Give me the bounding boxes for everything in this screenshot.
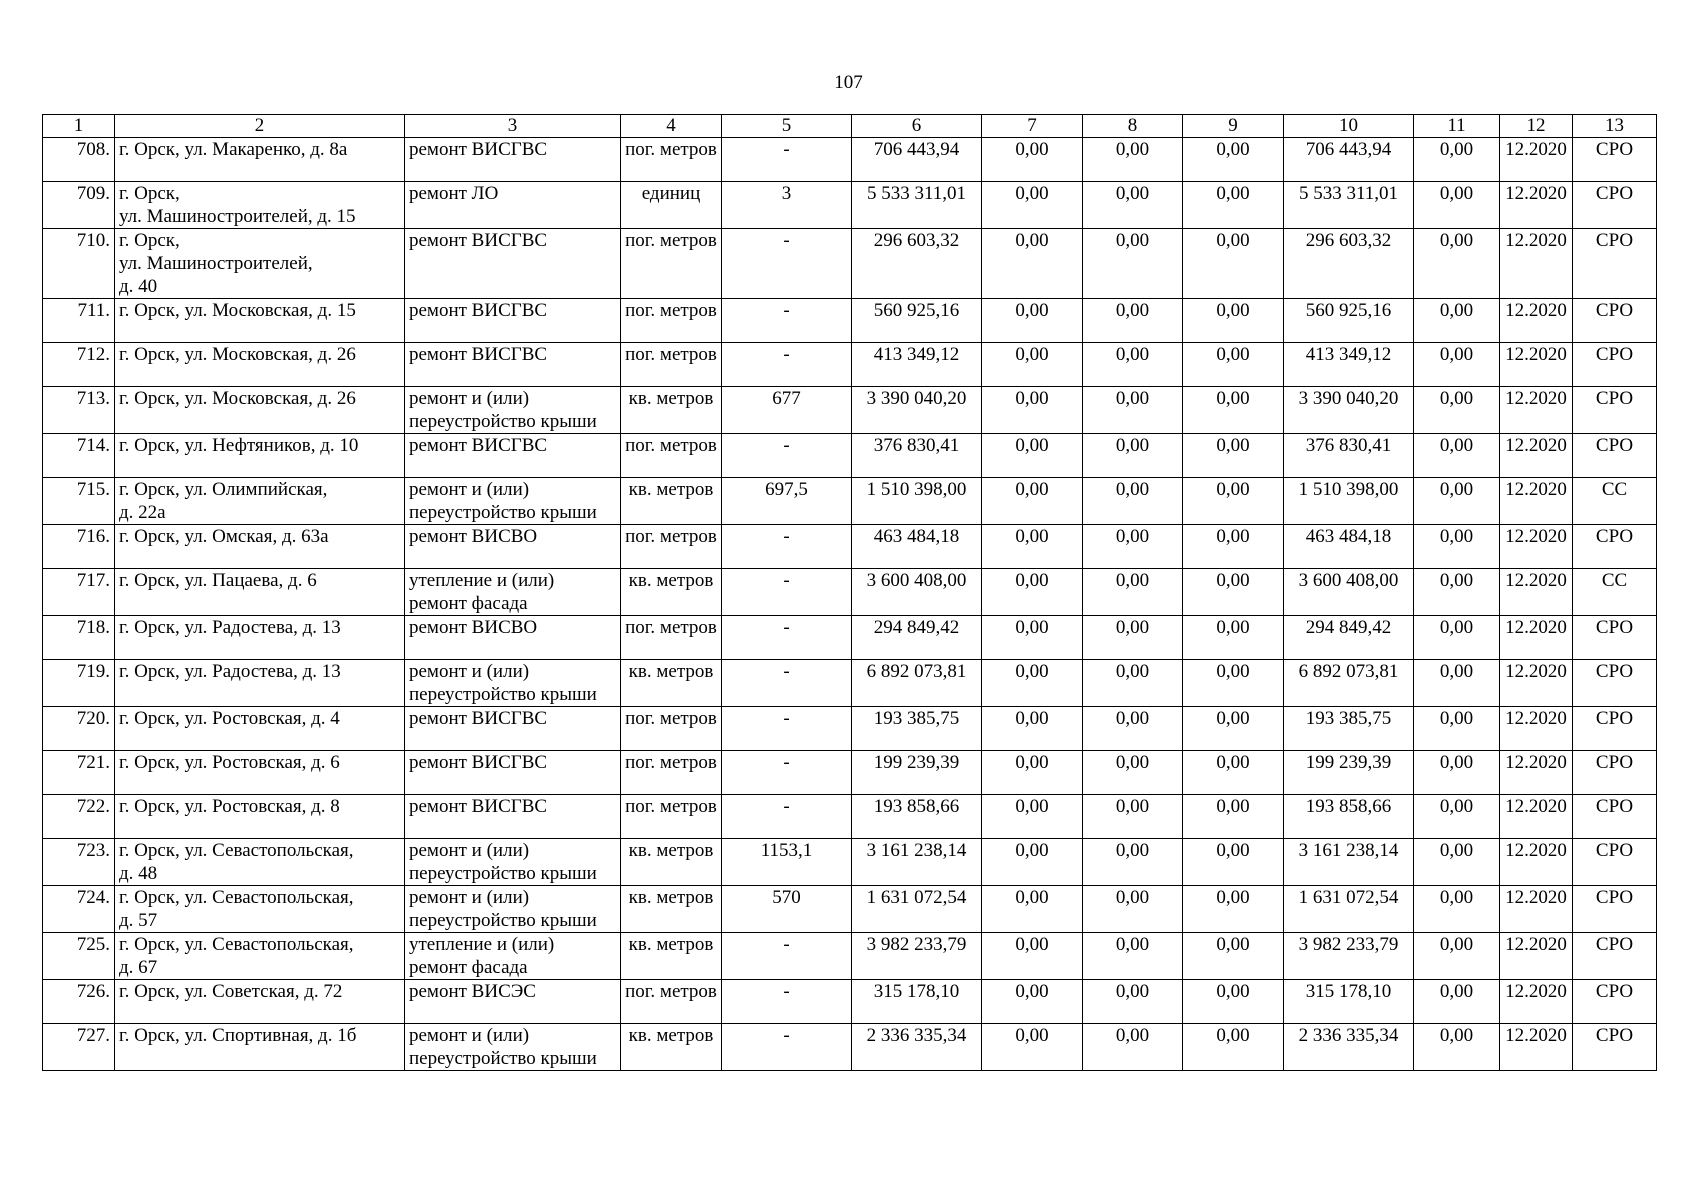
value-cell: 0,00 bbox=[1083, 569, 1183, 616]
method-cell: СРО bbox=[1573, 616, 1657, 660]
value-cell: 0,00 bbox=[1083, 229, 1183, 299]
unit-cell: кв. метров bbox=[621, 886, 722, 933]
page-number: 107 bbox=[834, 72, 863, 93]
quantity-cell: - bbox=[722, 980, 852, 1024]
work-type-cell: ремонт и (или) переустройство крыши bbox=[405, 839, 621, 886]
value-cell: 0,00 bbox=[1083, 299, 1183, 343]
date-cell: 12.2020 bbox=[1500, 707, 1573, 751]
work-type-cell: ремонт ВИСЭС bbox=[405, 980, 621, 1024]
quantity-cell: - bbox=[722, 707, 852, 751]
value-cell: 376 830,41 bbox=[1284, 434, 1414, 478]
value-cell: 315 178,10 bbox=[1284, 980, 1414, 1024]
value-cell: 0,00 bbox=[1414, 980, 1500, 1024]
method-cell: СРО bbox=[1573, 387, 1657, 434]
row-number-cell: 727. bbox=[43, 1024, 115, 1071]
value-cell: 0,00 bbox=[1414, 839, 1500, 886]
value-cell: 0,00 bbox=[982, 525, 1083, 569]
value-cell: 0,00 bbox=[982, 933, 1083, 980]
work-type-cell: ремонт и (или) переустройство крыши bbox=[405, 1024, 621, 1071]
address-cell: г. Орск, ул. Московская, д. 26 bbox=[115, 387, 405, 434]
table-row bbox=[43, 886, 1657, 933]
value-cell: 0,00 bbox=[1414, 138, 1500, 182]
value-cell: 0,00 bbox=[982, 343, 1083, 387]
method-cell: СРО bbox=[1573, 839, 1657, 886]
header-cell: 3 bbox=[405, 115, 621, 138]
method-cell: СРО bbox=[1573, 229, 1657, 299]
row-number-cell: 720. bbox=[43, 707, 115, 751]
quantity-cell: - bbox=[722, 660, 852, 707]
table-row bbox=[43, 980, 1657, 1024]
unit-cell: единиц bbox=[621, 182, 722, 229]
date-cell: 12.2020 bbox=[1500, 980, 1573, 1024]
value-cell: 0,00 bbox=[1183, 569, 1284, 616]
quantity-cell: - bbox=[722, 229, 852, 299]
quantity-cell: - bbox=[722, 933, 852, 980]
work-type-cell: утепление и (или) ремонт фасада bbox=[405, 933, 621, 980]
quantity-cell: - bbox=[722, 343, 852, 387]
address-cell: г. Орск, ул. Ростовская, д. 4 bbox=[115, 707, 405, 751]
method-cell: СС bbox=[1573, 478, 1657, 525]
value-cell: 706 443,94 bbox=[1284, 138, 1414, 182]
value-cell: 0,00 bbox=[1083, 839, 1183, 886]
value-cell: 0,00 bbox=[1083, 1024, 1183, 1071]
value-cell: 0,00 bbox=[1414, 525, 1500, 569]
value-cell: 0,00 bbox=[982, 478, 1083, 525]
unit-cell: кв. метров bbox=[621, 478, 722, 525]
unit-cell: пог. метров bbox=[621, 525, 722, 569]
total-cost-cell: 376 830,41 bbox=[852, 434, 982, 478]
row-number-cell: 716. bbox=[43, 525, 115, 569]
method-cell: СРО bbox=[1573, 182, 1657, 229]
value-cell: 3 600 408,00 bbox=[1284, 569, 1414, 616]
quantity-cell: 697,5 bbox=[722, 478, 852, 525]
value-cell: 0,00 bbox=[982, 795, 1083, 839]
date-cell: 12.2020 bbox=[1500, 933, 1573, 980]
value-cell: 0,00 bbox=[1183, 387, 1284, 434]
table-row bbox=[43, 299, 1657, 343]
row-number-cell: 725. bbox=[43, 933, 115, 980]
table-row bbox=[43, 569, 1657, 616]
table-row bbox=[43, 138, 1657, 182]
value-cell: 0,00 bbox=[982, 707, 1083, 751]
row-number-cell: 712. bbox=[43, 343, 115, 387]
address-cell: г. Орск, ул. Спортивная, д. 1б bbox=[115, 1024, 405, 1071]
value-cell: 0,00 bbox=[1414, 343, 1500, 387]
value-cell: 0,00 bbox=[1083, 138, 1183, 182]
value-cell: 193 858,66 bbox=[1284, 795, 1414, 839]
work-type-cell: ремонт ВИСГВС bbox=[405, 229, 621, 299]
row-number-cell: 709. bbox=[43, 182, 115, 229]
header-cell: 5 bbox=[722, 115, 852, 138]
value-cell: 0,00 bbox=[982, 751, 1083, 795]
work-type-cell: ремонт ВИСГВС bbox=[405, 138, 621, 182]
value-cell: 0,00 bbox=[1183, 525, 1284, 569]
value-cell: 0,00 bbox=[1414, 707, 1500, 751]
work-type-cell: ремонт и (или) переустройство крыши bbox=[405, 660, 621, 707]
value-cell: 463 484,18 bbox=[1284, 525, 1414, 569]
unit-cell: пог. метров bbox=[621, 795, 722, 839]
unit-cell: кв. метров bbox=[621, 839, 722, 886]
value-cell: 0,00 bbox=[1183, 478, 1284, 525]
work-type-cell: ремонт и (или) переустройство крыши bbox=[405, 478, 621, 525]
table-body bbox=[43, 138, 1657, 1071]
work-type-cell: ремонт ЛО bbox=[405, 182, 621, 229]
value-cell: 2 336 335,34 bbox=[1284, 1024, 1414, 1071]
row-number-cell: 723. bbox=[43, 839, 115, 886]
quantity-cell: 1153,1 bbox=[722, 839, 852, 886]
value-cell: 0,00 bbox=[1083, 886, 1183, 933]
row-number-cell: 718. bbox=[43, 616, 115, 660]
method-cell: СРО bbox=[1573, 343, 1657, 387]
value-cell: 0,00 bbox=[1083, 707, 1183, 751]
table-row bbox=[43, 751, 1657, 795]
address-cell: г. Орск, ул. Севастопольская, д. 48 bbox=[115, 839, 405, 886]
row-number-cell: 713. bbox=[43, 387, 115, 434]
date-cell: 12.2020 bbox=[1500, 616, 1573, 660]
value-cell: 0,00 bbox=[1414, 886, 1500, 933]
header-cell: 11 bbox=[1414, 115, 1500, 138]
header-cell: 12 bbox=[1500, 115, 1573, 138]
unit-cell: пог. метров bbox=[621, 229, 722, 299]
value-cell: 0,00 bbox=[1414, 616, 1500, 660]
total-cost-cell: 315 178,10 bbox=[852, 980, 982, 1024]
quantity-cell: 3 bbox=[722, 182, 852, 229]
method-cell: СРО bbox=[1573, 886, 1657, 933]
address-cell: г. Орск, ул. Севастопольская, д. 67 bbox=[115, 933, 405, 980]
value-cell: 0,00 bbox=[1183, 616, 1284, 660]
value-cell: 0,00 bbox=[1414, 299, 1500, 343]
method-cell: СРО bbox=[1573, 1024, 1657, 1071]
quantity-cell: - bbox=[722, 616, 852, 660]
value-cell: 0,00 bbox=[982, 980, 1083, 1024]
value-cell: 1 510 398,00 bbox=[1284, 478, 1414, 525]
address-cell: г. Орск, ул. Пацаева, д. 6 bbox=[115, 569, 405, 616]
method-cell: СРО bbox=[1573, 980, 1657, 1024]
value-cell: 0,00 bbox=[1083, 795, 1183, 839]
header-cell: 6 bbox=[852, 115, 982, 138]
date-cell: 12.2020 bbox=[1500, 1024, 1573, 1071]
row-number-cell: 726. bbox=[43, 980, 115, 1024]
value-cell: 0,00 bbox=[982, 839, 1083, 886]
total-cost-cell: 3 390 040,20 bbox=[852, 387, 982, 434]
unit-cell: пог. метров bbox=[621, 980, 722, 1024]
quantity-cell: - bbox=[722, 795, 852, 839]
total-cost-cell: 2 336 335,34 bbox=[852, 1024, 982, 1071]
address-cell: г. Орск, ул. Московская, д. 15 bbox=[115, 299, 405, 343]
value-cell: 0,00 bbox=[982, 299, 1083, 343]
address-cell: г. Орск, ул. Радостева, д. 13 bbox=[115, 660, 405, 707]
date-cell: 12.2020 bbox=[1500, 660, 1573, 707]
value-cell: 199 239,39 bbox=[1284, 751, 1414, 795]
table-row bbox=[43, 387, 1657, 434]
header-cell: 4 bbox=[621, 115, 722, 138]
total-cost-cell: 560 925,16 bbox=[852, 299, 982, 343]
value-cell: 5 533 311,01 bbox=[1284, 182, 1414, 229]
total-cost-cell: 706 443,94 bbox=[852, 138, 982, 182]
table-row bbox=[43, 343, 1657, 387]
total-cost-cell: 463 484,18 bbox=[852, 525, 982, 569]
value-cell: 0,00 bbox=[1083, 616, 1183, 660]
value-cell: 0,00 bbox=[982, 660, 1083, 707]
address-cell: г. Орск, ул. Радостева, д. 13 bbox=[115, 616, 405, 660]
value-cell: 0,00 bbox=[1183, 229, 1284, 299]
method-cell: СРО bbox=[1573, 795, 1657, 839]
work-type-cell: ремонт ВИСГВС bbox=[405, 751, 621, 795]
value-cell: 0,00 bbox=[1414, 182, 1500, 229]
header-cell: 2 bbox=[115, 115, 405, 138]
value-cell: 296 603,32 bbox=[1284, 229, 1414, 299]
value-cell: 0,00 bbox=[1183, 182, 1284, 229]
address-cell: г. Орск, ул. Советская, д. 72 bbox=[115, 980, 405, 1024]
method-cell: СРО bbox=[1573, 299, 1657, 343]
work-type-cell: ремонт ВИСВО bbox=[405, 525, 621, 569]
row-number-cell: 715. bbox=[43, 478, 115, 525]
value-cell: 0,00 bbox=[1183, 138, 1284, 182]
value-cell: 0,00 bbox=[1414, 933, 1500, 980]
unit-cell: пог. метров bbox=[621, 751, 722, 795]
address-cell: г. Орск, ул. Машиностроителей, д. 15 bbox=[115, 182, 405, 229]
quantity-cell: - bbox=[722, 1024, 852, 1071]
unit-cell: пог. метров bbox=[621, 343, 722, 387]
address-cell: г. Орск, ул. Макаренко, д. 8а bbox=[115, 138, 405, 182]
value-cell: 0,00 bbox=[1083, 343, 1183, 387]
quantity-cell: - bbox=[722, 751, 852, 795]
work-type-cell: ремонт и (или) переустройство крыши bbox=[405, 387, 621, 434]
value-cell: 0,00 bbox=[1183, 795, 1284, 839]
table-row bbox=[43, 434, 1657, 478]
total-cost-cell: 413 349,12 bbox=[852, 343, 982, 387]
work-type-cell: ремонт ВИСГВС bbox=[405, 343, 621, 387]
work-type-cell: ремонт ВИСГВС bbox=[405, 434, 621, 478]
address-cell: г. Орск, ул. Нефтяников, д. 10 bbox=[115, 434, 405, 478]
value-cell: 0,00 bbox=[982, 138, 1083, 182]
table-row bbox=[43, 525, 1657, 569]
value-cell: 0,00 bbox=[982, 229, 1083, 299]
method-cell: СРО bbox=[1573, 660, 1657, 707]
quantity-cell: 677 bbox=[722, 387, 852, 434]
unit-cell: кв. метров bbox=[621, 660, 722, 707]
row-number-cell: 717. bbox=[43, 569, 115, 616]
table-row bbox=[43, 1024, 1657, 1071]
address-cell: г. Орск, ул. Омская, д. 63а bbox=[115, 525, 405, 569]
total-cost-cell: 3 161 238,14 bbox=[852, 839, 982, 886]
address-cell: г. Орск, ул. Севастопольская, д. 57 bbox=[115, 886, 405, 933]
quantity-cell: - bbox=[722, 299, 852, 343]
value-cell: 0,00 bbox=[1414, 387, 1500, 434]
table-row bbox=[43, 933, 1657, 980]
date-cell: 12.2020 bbox=[1500, 525, 1573, 569]
date-cell: 12.2020 bbox=[1500, 299, 1573, 343]
value-cell: 0,00 bbox=[982, 569, 1083, 616]
address-cell: г. Орск, ул. Олимпийская, д. 22а bbox=[115, 478, 405, 525]
total-cost-cell: 193 858,66 bbox=[852, 795, 982, 839]
work-type-cell: ремонт ВИСГВС bbox=[405, 795, 621, 839]
work-type-cell: утепление и (или) ремонт фасада bbox=[405, 569, 621, 616]
total-cost-cell: 6 892 073,81 bbox=[852, 660, 982, 707]
address-cell: г. Орск, ул. Машиностроителей, д. 40 bbox=[115, 229, 405, 299]
method-cell: СРО bbox=[1573, 525, 1657, 569]
quantity-cell: - bbox=[722, 569, 852, 616]
value-cell: 0,00 bbox=[982, 616, 1083, 660]
quantity-cell: - bbox=[722, 525, 852, 569]
date-cell: 12.2020 bbox=[1500, 434, 1573, 478]
value-cell: 294 849,42 bbox=[1284, 616, 1414, 660]
total-cost-cell: 296 603,32 bbox=[852, 229, 982, 299]
method-cell: СРО bbox=[1573, 751, 1657, 795]
value-cell: 0,00 bbox=[1414, 229, 1500, 299]
total-cost-cell: 3 982 233,79 bbox=[852, 933, 982, 980]
value-cell: 6 892 073,81 bbox=[1284, 660, 1414, 707]
unit-cell: пог. метров bbox=[621, 434, 722, 478]
row-number-cell: 708. bbox=[43, 138, 115, 182]
unit-cell: кв. метров bbox=[621, 933, 722, 980]
total-cost-cell: 1 631 072,54 bbox=[852, 886, 982, 933]
address-cell: г. Орск, ул. Московская, д. 26 bbox=[115, 343, 405, 387]
value-cell: 0,00 bbox=[1414, 569, 1500, 616]
header-cell: 1 bbox=[43, 115, 115, 138]
table-row bbox=[43, 616, 1657, 660]
table-row bbox=[43, 660, 1657, 707]
table-row bbox=[43, 707, 1657, 751]
date-cell: 12.2020 bbox=[1500, 343, 1573, 387]
value-cell: 0,00 bbox=[1083, 525, 1183, 569]
header-cell: 9 bbox=[1183, 115, 1284, 138]
unit-cell: пог. метров bbox=[621, 707, 722, 751]
work-type-cell: ремонт ВИСГВС bbox=[405, 299, 621, 343]
value-cell: 0,00 bbox=[1414, 478, 1500, 525]
date-cell: 12.2020 bbox=[1500, 795, 1573, 839]
row-number-cell: 711. bbox=[43, 299, 115, 343]
date-cell: 12.2020 bbox=[1500, 229, 1573, 299]
value-cell: 1 631 072,54 bbox=[1284, 886, 1414, 933]
total-cost-cell: 294 849,42 bbox=[852, 616, 982, 660]
method-cell: СРО bbox=[1573, 434, 1657, 478]
quantity-cell: - bbox=[722, 138, 852, 182]
value-cell: 413 349,12 bbox=[1284, 343, 1414, 387]
value-cell: 0,00 bbox=[1083, 980, 1183, 1024]
quantity-cell: 570 bbox=[722, 886, 852, 933]
total-cost-cell: 3 600 408,00 bbox=[852, 569, 982, 616]
total-cost-cell: 199 239,39 bbox=[852, 751, 982, 795]
column-number-row bbox=[43, 115, 1657, 138]
row-number-cell: 719. bbox=[43, 660, 115, 707]
header-cell: 8 bbox=[1083, 115, 1183, 138]
date-cell: 12.2020 bbox=[1500, 138, 1573, 182]
value-cell: 0,00 bbox=[982, 1024, 1083, 1071]
value-cell: 0,00 bbox=[1083, 751, 1183, 795]
date-cell: 12.2020 bbox=[1500, 751, 1573, 795]
value-cell: 0,00 bbox=[1083, 933, 1183, 980]
address-cell: г. Орск, ул. Ростовская, д. 6 bbox=[115, 751, 405, 795]
row-number-cell: 710. bbox=[43, 229, 115, 299]
value-cell: 0,00 bbox=[1183, 886, 1284, 933]
repair-register-table bbox=[42, 114, 1657, 1071]
total-cost-cell: 5 533 311,01 bbox=[852, 182, 982, 229]
date-cell: 12.2020 bbox=[1500, 478, 1573, 525]
unit-cell: пог. метров bbox=[621, 616, 722, 660]
value-cell: 0,00 bbox=[982, 182, 1083, 229]
unit-cell: кв. метров bbox=[621, 569, 722, 616]
unit-cell: пог. метров bbox=[621, 299, 722, 343]
value-cell: 0,00 bbox=[982, 886, 1083, 933]
value-cell: 3 982 233,79 bbox=[1284, 933, 1414, 980]
value-cell: 0,00 bbox=[1183, 299, 1284, 343]
value-cell: 0,00 bbox=[1083, 182, 1183, 229]
unit-cell: кв. метров bbox=[621, 1024, 722, 1071]
method-cell: СРО bbox=[1573, 707, 1657, 751]
address-cell: г. Орск, ул. Ростовская, д. 8 bbox=[115, 795, 405, 839]
table-row bbox=[43, 182, 1657, 229]
row-number-cell: 721. bbox=[43, 751, 115, 795]
header-cell: 7 bbox=[982, 115, 1083, 138]
row-number-cell: 724. bbox=[43, 886, 115, 933]
value-cell: 0,00 bbox=[1083, 434, 1183, 478]
value-cell: 193 385,75 bbox=[1284, 707, 1414, 751]
value-cell: 0,00 bbox=[1414, 795, 1500, 839]
value-cell: 0,00 bbox=[982, 434, 1083, 478]
unit-cell: кв. метров bbox=[621, 387, 722, 434]
value-cell: 0,00 bbox=[1183, 660, 1284, 707]
table-row bbox=[43, 229, 1657, 299]
value-cell: 0,00 bbox=[1183, 1024, 1284, 1071]
value-cell: 3 390 040,20 bbox=[1284, 387, 1414, 434]
value-cell: 0,00 bbox=[982, 387, 1083, 434]
value-cell: 0,00 bbox=[1414, 434, 1500, 478]
value-cell: 0,00 bbox=[1183, 839, 1284, 886]
quantity-cell: - bbox=[722, 434, 852, 478]
value-cell: 0,00 bbox=[1414, 660, 1500, 707]
value-cell: 0,00 bbox=[1414, 751, 1500, 795]
date-cell: 12.2020 bbox=[1500, 182, 1573, 229]
value-cell: 0,00 bbox=[1183, 707, 1284, 751]
work-type-cell: ремонт ВИСВО bbox=[405, 616, 621, 660]
value-cell: 0,00 bbox=[1183, 343, 1284, 387]
header-cell: 13 bbox=[1573, 115, 1657, 138]
value-cell: 0,00 bbox=[1183, 434, 1284, 478]
date-cell: 12.2020 bbox=[1500, 569, 1573, 616]
row-number-cell: 722. bbox=[43, 795, 115, 839]
value-cell: 0,00 bbox=[1183, 980, 1284, 1024]
method-cell: СРО bbox=[1573, 138, 1657, 182]
table-row bbox=[43, 795, 1657, 839]
unit-cell: пог. метров bbox=[621, 138, 722, 182]
value-cell: 0,00 bbox=[1083, 660, 1183, 707]
table-row bbox=[43, 478, 1657, 525]
work-type-cell: ремонт ВИСГВС bbox=[405, 707, 621, 751]
value-cell: 0,00 bbox=[1183, 933, 1284, 980]
value-cell: 560 925,16 bbox=[1284, 299, 1414, 343]
date-cell: 12.2020 bbox=[1500, 886, 1573, 933]
value-cell: 3 161 238,14 bbox=[1284, 839, 1414, 886]
table-row bbox=[43, 839, 1657, 886]
method-cell: СС bbox=[1573, 569, 1657, 616]
row-number-cell: 714. bbox=[43, 434, 115, 478]
value-cell: 0,00 bbox=[1083, 387, 1183, 434]
value-cell: 0,00 bbox=[1414, 1024, 1500, 1071]
value-cell: 0,00 bbox=[1083, 478, 1183, 525]
value-cell: 0,00 bbox=[1183, 751, 1284, 795]
work-type-cell: ремонт и (или) переустройство крыши bbox=[405, 886, 621, 933]
header-cell: 10 bbox=[1284, 115, 1414, 138]
total-cost-cell: 1 510 398,00 bbox=[852, 478, 982, 525]
method-cell: СРО bbox=[1573, 933, 1657, 980]
date-cell: 12.2020 bbox=[1500, 387, 1573, 434]
date-cell: 12.2020 bbox=[1500, 839, 1573, 886]
total-cost-cell: 193 385,75 bbox=[852, 707, 982, 751]
